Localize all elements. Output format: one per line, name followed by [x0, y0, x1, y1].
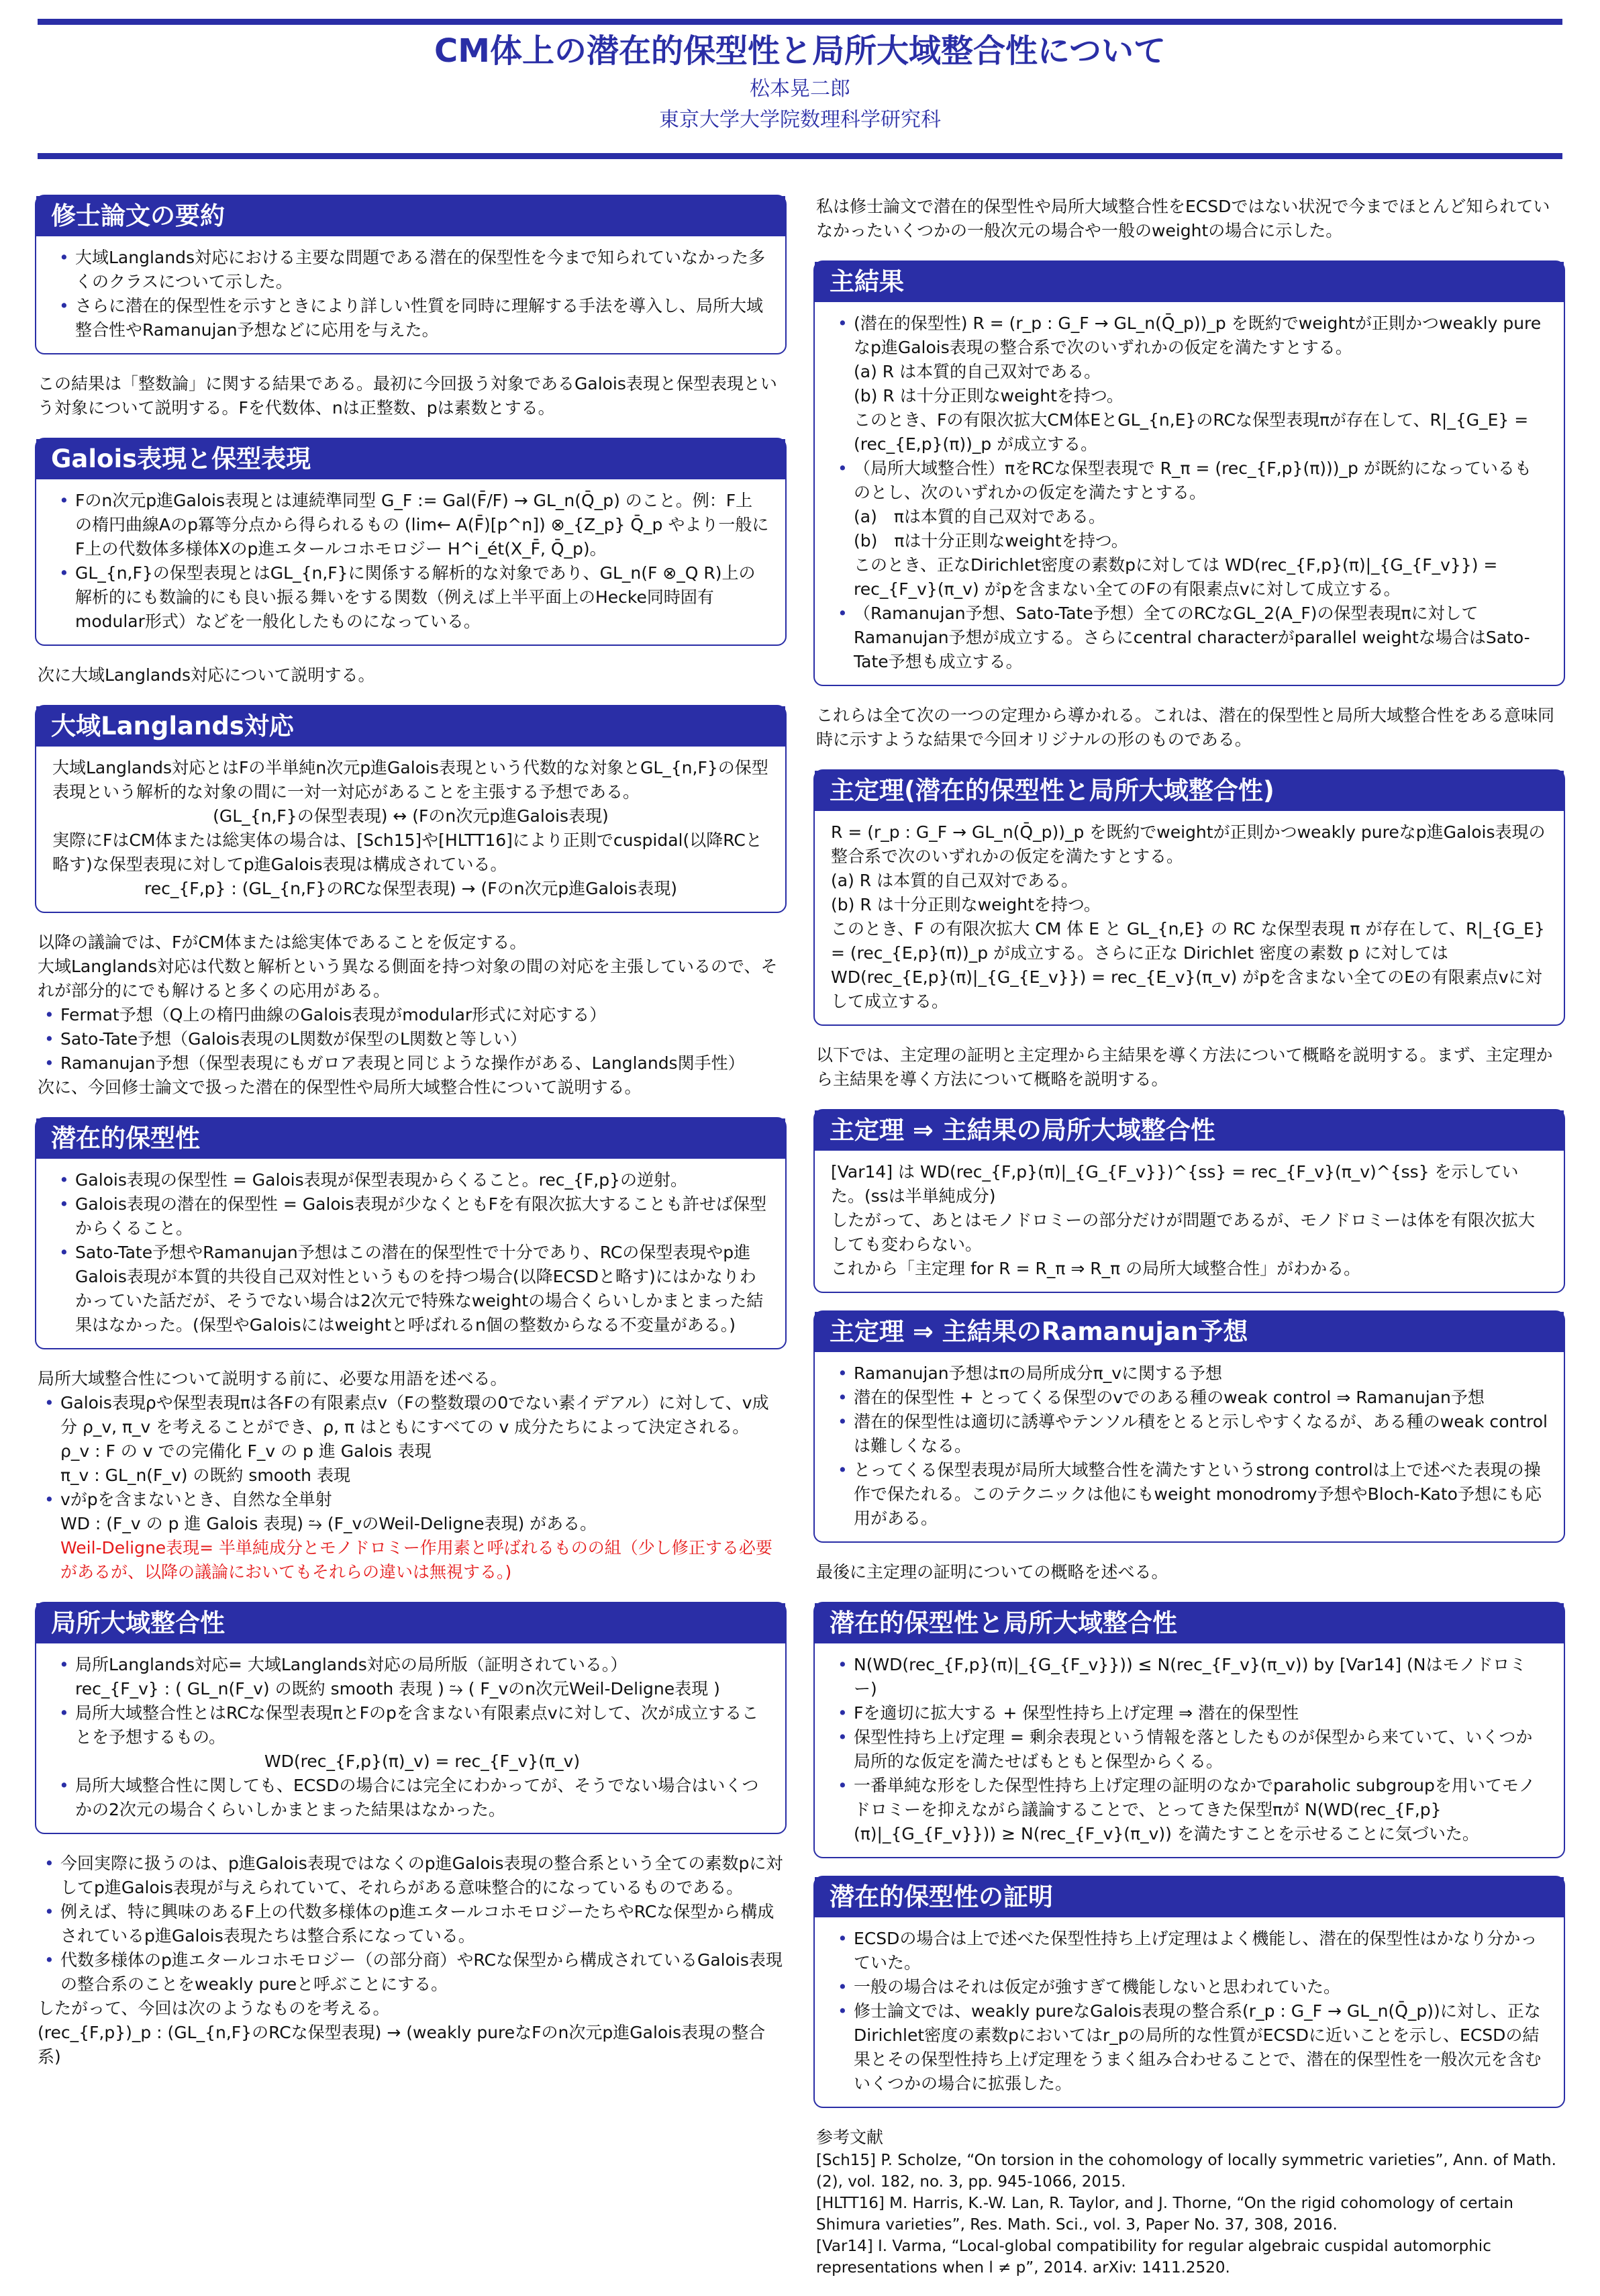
block-heading: 大域Langlands対応 — [36, 706, 785, 747]
list-item: • 保型性持ち上げ定理 = 剰余表現という情報を落としたものが保型から来ていて、いくつか局所的な仮定を満たせばもともと保型からくる。 — [831, 1725, 1548, 1774]
sub-line: このとき、Fの有限次拡大CM体EとGL_{n,E}のRCな保型表現πが存在して、R|_{G_E} = (rec_{E,p}(π))_p が成立する。 — [854, 410, 1529, 454]
sub-line: Weil-Deligne表現= 半単純成分とモノドロミー作用素と呼ばれるものの組（少し修正する必要があるが、以降の議論においてもそれらの違いは無視する。) — [60, 1538, 772, 1582]
list-item: • Galois表現の保型性 = Galois表現が保型表現からくること。rec_{F,p}の逆射。 — [52, 1168, 769, 1192]
main-results-block — [813, 260, 1565, 686]
sub-line: WD : (F_v の p 進 Galois 表現) ⥲ (F_vのWeil-Deligne表現) がある。 — [60, 1514, 597, 1533]
paragraph: R = (r_p : G_F → GL_n(Q̄_p))_p を既約でweightが正則かつweakly pureなp進Galois表現の整合系で次のいずれかの仮定を満たすとする。 — [831, 822, 1546, 866]
paragraph: したがって、今回は次のようなものを考える。 — [38, 1999, 390, 2018]
references-heading: 参考文献 — [816, 2127, 884, 2147]
list-item: • 大域Langlands対応における主要な問題である潜在的保型性を今まで知られていなかった多くのクラスについて示した。 — [52, 246, 769, 294]
references-section — [816, 2125, 1562, 2279]
sub-line: (a) R は本質的自己双対である。 — [854, 362, 1101, 381]
list-text: (潜在的保型性) R = (r_p : G_F → GL_n(Q̄_p))_p を既約でweightが正則かつweakly pureなp進Galois表現の整合系で次のいずれかの仮定を満たすとする。 — [854, 314, 1542, 357]
poster-title: CM体上の潜在的保型性と局所大域整合性について — [434, 32, 1166, 70]
formula: (rec_{F,p})_p : (GL_{n,F}のRCな保型表現) → (weakly pureなFのn次元p進Galois表現の整合系) — [38, 2023, 766, 2066]
list-text: vがpを含まないとき、自然な全単射 — [60, 1490, 332, 1509]
list-item: • 潜在的保型性 + とってくる保型のvでのある種のweak control ⇒ Ramanujan予想 — [831, 1386, 1548, 1410]
paragraph: したがって、あとはモノドロミーの部分だけが問題であるが、モノドロミーは体を有限次拡大しても変わらない。 — [831, 1210, 1536, 1254]
list-item: • 例えば、特に興味のあるF上の代数多様体のp進エタールコホモロジーたちやRCな保型から構成されているp進Galois表現たちは整合系になっている。 — [38, 1900, 784, 1948]
paragraph: 大域Langlands対応は代数と解析という異なる側面を持つ対象の間の対応を主張しているので、それが部分的にでも解けると多くの応用がある。 — [38, 957, 778, 1000]
theorem-to-local-block — [813, 1109, 1565, 1293]
proof-block — [813, 1876, 1565, 2108]
reference-item: [Var14] I. Varma, “Local-global compatibility for regular algebraic cuspidal automorphic representations when l ≠ p”, 2014. arXiv: 1411.2520. — [816, 2238, 1491, 2277]
sub-line: (a) πは本質的自己双対である。 — [854, 507, 1105, 526]
block-heading: 修士論文の要約 — [36, 196, 785, 236]
list-item — [38, 1488, 784, 1584]
potential-block — [35, 1117, 787, 1349]
formula: WD(rec_{F,p}(π)_v) = rec_{F_v}(π_v) — [264, 1752, 581, 1771]
intro-paragraph: この結果は「整数論」に関する結果である。最初に今回扱う対象であるGalois表現と保型表現という対象について説明する。Fを代数体、nは正整数、pは素数とする。 — [38, 374, 777, 418]
reference-item: [Sch15] P. Scholze, “On torsion in the cohomology of locally symmetric varieties”, Ann. of Math. (2), vol. 182, no. 3, pp. 945-1066, 2015. — [816, 2152, 1556, 2191]
block-heading: 主定理(潜在的保型性と局所大域整合性) — [815, 771, 1564, 811]
list-item: • 潜在的保型性は適切に誘導やテンソル積をとると示しやすくなるが、ある種のweak controlは難しくなる。 — [831, 1410, 1548, 1458]
paragraph: (a) R は本質的自己双対である。 — [831, 871, 1079, 890]
block-heading: 主結果 — [815, 262, 1564, 302]
block-heading: 潜在的保型性 — [36, 1118, 785, 1159]
list-item: • Fのn次元p進Galois表現とは連続準同型 G_F := Gal(F̄/F) → GL_n(Q̄_p) のこと。例：F上の楕円曲線Aのp冪等分点から得られるもの (lim← A(F̄)[p^n]) ⊗_{Z_p} Q̄_p やより一般にF上の代数体多様体Xのp進エタールコホモロジー H^i_ét(X_F̄, Q̄_p)。 — [52, 489, 769, 561]
transition-paragraph: 以下では、主定理の証明と主定理から主結果を導く方法について概略を説明する。まず、主定理から主結果を導く方法について概略を説明する。 — [816, 1045, 1553, 1089]
list-item — [52, 1701, 769, 1774]
list-item: • 修士論文では、weakly pureなGalois表現の整合系(r_p : G_F → GL_n(Q̄_p))に対し、正なDirichlet密度の素数pにおいてはr_pの局所的な性質がECSDに近いことを示し、ECSDの結果とその保型性持ち上げ定理をうまく組み合わせることで、潜在的保型性を一般次元を含むいくつかの場合に拡張した。 — [831, 1999, 1548, 2096]
list-item: • Galois表現の潜在的保型性 = Galois表現が少なくともFを有限次拡大することも許せば保型からくること。 — [52, 1192, 769, 1241]
list-item — [831, 457, 1548, 602]
transition-paragraph: 最後に主定理の証明についての概略を述べる。 — [816, 1562, 1168, 1582]
list-text: Galois表現ρや保型表現πは各Fの有限素点v（Fの整数環の0でない素イデアル）に対して、v成分 ρ_v, π_v を考えることができ、ρ, π はともにすべての v 成分たちによって決定される。 — [60, 1393, 769, 1437]
formula: (GL_{n,F}の保型表現) ↔ (Fのn次元p進Galois表現) — [213, 806, 609, 826]
header-bottom-rule — [38, 153, 1562, 159]
poster-author: 松本晃二郎 — [750, 77, 850, 101]
list-item: • Fermat予想（Q上の楕円曲線のGalois表現がmodular形式に対応する） — [38, 1003, 784, 1027]
list-text: 局所大域整合性とはRCな保型表現πとFのpを含まない有限素点vに対して、次が成立することを予想するもの。 — [75, 1703, 759, 1747]
sub-line: (b) R は十分正則なweightを持つ。 — [854, 386, 1123, 405]
theorem-to-ramanujan-block — [813, 1310, 1565, 1543]
terms-section — [38, 1367, 784, 1584]
sub-line: ρ_v : F の v での完備化 F_v の p 進 Galois 表現 — [60, 1441, 432, 1461]
right-column — [813, 195, 1565, 2296]
list-item: • 一番単純な形をした保型性持ち上げ定理の証明のなかでparaholic subgroupを用いてモノドロミーを抑えながら議論することで、とってきた保型πが N(WD(rec_{F,p}(π)|_{G_{F_v}})) ≥ N(rec_{F_v}(π_v)) を満たすことを示せることに気づいた。 — [831, 1774, 1548, 1846]
list-item: • （Ramanujan予想、Sato-Tate予想）全てのRCなGL_2(A_F)の保型表現πに対してRamanujan予想が成立する。さらにcentral characterがparallel weightな場合はSato-Tate予想も成立する。 — [831, 602, 1548, 674]
block-heading: 主定理 ⇒ 主結果のRamanujan予想 — [815, 1312, 1564, 1352]
list-item: • GL_{n,F}の保型表現とはGL_{n,F}に関係する解析的な対象であり、GL_n(F ⊗_Q R)上の解析的にも数論的にも良い振る舞いをする関数（例えば上半平面上のHecke同時固有modular形式）などを一般化したものになっている。 — [52, 561, 769, 634]
reference-item: [HLTT16] M. Harris, K.-W. Lan, R. Taylor, and J. Thorne, “On the rigid cohomology of certain Shimura varieties”, Res. Math. Sci., vol. 3, Paper No. 37, 308, 2016. — [816, 2195, 1513, 2234]
applications-section — [38, 930, 784, 1100]
block-heading: 局所大域整合性 — [36, 1603, 785, 1643]
paragraph: (b) R は十分正則なweightを持つ。 — [831, 895, 1101, 914]
intro-paragraph: 私は修士論文で潜在的保型性や局所大域整合性をECSDではない状況で今までほとんど知られていなかったいくつかの一般次元の場合や一般のweightの場合に示した。 — [816, 197, 1550, 240]
poster-affiliation: 東京大学大学院数理科学研究科 — [659, 108, 941, 132]
left-column — [35, 195, 787, 2087]
list-item: • Ramanujan予想はπの局所成分π_vに関する予想 — [831, 1361, 1548, 1386]
list-item: • さらに潜在的保型性を示すときにより詳しい性質を同時に理解する手法を導入し、局所大域整合性やRamanujan予想などに応用を与えた。 — [52, 294, 769, 342]
top-rule — [38, 19, 1562, 25]
transition-paragraph: 次に大域Langlands対応について説明する。 — [38, 665, 375, 685]
transition-paragraph: これらは全て次の一つの定理から導かれる。これは、潜在的保型性と局所大域整合性をある意味同時に示すような結果で今回オリジナルの形のものである。 — [816, 706, 1555, 749]
list-item: • Sato-Tate予想やRamanujan予想はこの潜在的保型性で十分であり、RCの保型表現やp進Galois表現が本質的共役自己双対性というものを持つ場合(以降ECSDと略す)にはかなりわかっていた話だが、そうでない場合は2次元で特殊なweightの場合くらいしかまとまった結果はなかった。(保型やGaloisにはweightと呼ばれるn個の整数からなる不変量がある。) — [52, 1241, 769, 1337]
paragraph: 実際にFはCM体または総実体の場合は、[Sch15]や[HLTT16]により正則でcuspidal(以降RCと略す)な保型表現に対してp進Galois表現は構成されている。 — [52, 830, 762, 874]
block-heading: Galois表現と保型表現 — [36, 439, 785, 479]
block-heading: 潜在的保型性の証明 — [815, 1877, 1564, 1917]
sub-line: rec_{F_v} : ( GL_n(F_v) の既約 smooth 表現 ) ⥲ ( F_vのn次元Weil-Deligne表現 ) — [75, 1679, 720, 1699]
block-heading: 潜在的保型性と局所大域整合性 — [815, 1603, 1564, 1643]
summary-block — [35, 195, 787, 354]
paragraph: 以降の議論では、FがCM体または総実体であることを仮定する。 — [38, 932, 527, 952]
compatible-system-section — [38, 1852, 784, 2069]
list-item: • 代数多様体のp進エタールコホモロジー（の部分商）やRCな保型から構成されているGalois表現の整合系のことをweakly pureと呼ぶことにする。 — [38, 1948, 784, 1997]
list-item: • N(WD(rec_{F,p}(π)|_{G_{F_v}})) ≤ N(rec_{F_v}(π_v)) by [Var14] (Nはモノドロミー) — [831, 1653, 1548, 1701]
list-item — [52, 1653, 769, 1701]
sub-line: このとき、正なDirichlet密度の素数pに対しては WD(rec_{F,p}(π)|_{G_{F_v}}) = rec_{F_v}(π_v) がpを含まない全てのFの有限素点vに対して成立する。 — [854, 555, 1498, 599]
list-item: • ECSDの場合は上で述べた保型性持ち上げ定理はよく機能し、潜在的保型性はかなり分かっていた。 — [831, 1927, 1548, 1975]
paragraph: これから「主定理 for R = R_π ⇒ R_π の局所大域整合性」がわかる。 — [831, 1259, 1361, 1278]
list-text: （局所大域整合性）πをRCな保型表現で R_π = (rec_{F,p}(π)))_p が既約になっているものとし、次のいずれかの仮定を満たすとする。 — [854, 459, 1532, 502]
langlands-block — [35, 705, 787, 913]
paragraph: 次に、今回修士論文で扱った潜在的保型性や局所大域整合性について説明する。 — [38, 1078, 642, 1097]
local-global-block — [35, 1602, 787, 1834]
list-item: • とってくる保型表現が局所大域整合性を満たすというstrong controlは上で述べた表現の操作で保たれる。このテクニックは他にもweight monodromy予想やBloch-Kato予想にも応用がある。 — [831, 1458, 1548, 1531]
list-item — [38, 1391, 784, 1488]
list-item: • Sato-Tate予想（Galois表現のL関数が保型のL関数と等しい） — [38, 1027, 784, 1051]
paragraph: [Var14] は WD(rec_{F,p}(π)|_{G_{F_v}})^{ss} = rec_{F_v}(π_v)^{ss} を示していた。(ssは半単純成分) — [831, 1162, 1519, 1206]
list-item: • 局所大域整合性に関しても、ECSDの場合には完全にわかってが、そうでない場合はいくつかの2次元の場合くらいしかまとまった結果はなかった。 — [52, 1774, 769, 1822]
list-item — [831, 312, 1548, 457]
sub-line: π_v : GL_n(F_v) の既約 smooth 表現 — [60, 1466, 350, 1485]
main-theorem-block — [813, 769, 1565, 1026]
poster-header — [38, 28, 1562, 136]
list-item: • 一般の場合はそれは仮定が強すぎて機能しないと思われていた。 — [831, 1975, 1548, 1999]
galois-block — [35, 438, 787, 646]
paragraph: 局所大域整合性について説明する前に、必要な用語を述べる。 — [38, 1369, 507, 1388]
list-item: • Ramanujan予想（保型表現にもガロア表現と同じような操作がある、Langlands関手性） — [38, 1051, 784, 1075]
list-item: • 今回実際に扱うのは、p進Galois表現ではなくのp進Galois表現の整合系という全ての素数pに対してp進Galois表現が与えられていて、それらがある意味整合的になっているものである。 — [38, 1852, 784, 1900]
potential-local-block — [813, 1602, 1565, 1858]
paragraph: 大域Langlands対応とはFの半単純n次元p進Galois表現という代数的な対象とGL_{n,F}の保型表現という解析的な対象の間に一対一対応があることを主張する予想である。 — [52, 758, 768, 802]
paragraph: このとき、F の有限次拡大 CM 体 E と GL_{n,E} の RC な保型表現 π が存在して、R|_{G_E} = (rec_{E,p}(π))_p が成立する。さらに正な Dirichlet 密度の素数 p に対しては WD(rec_{E,p}(π)|_{G_{E_v}}) = rec_{E_v}(π_v) がpを含まない全てのEの有限素点vに対して成立する。 — [831, 919, 1545, 1011]
sub-line: (b) πは十分正則なweightを持つ。 — [854, 531, 1128, 551]
block-heading: 主定理 ⇒ 主結果の局所大域整合性 — [815, 1110, 1564, 1151]
list-item: • Fを適切に拡大する + 保型性持ち上げ定理 ⇒ 潜在的保型性 — [831, 1701, 1548, 1725]
formula: rec_{F,p} : (GL_{n,F}のRCな保型表現) → (Fのn次元p進Galois表現) — [144, 879, 677, 898]
list-text: 局所Langlands対応= 大域Langlands対応の局所版（証明されている。） — [75, 1655, 628, 1674]
